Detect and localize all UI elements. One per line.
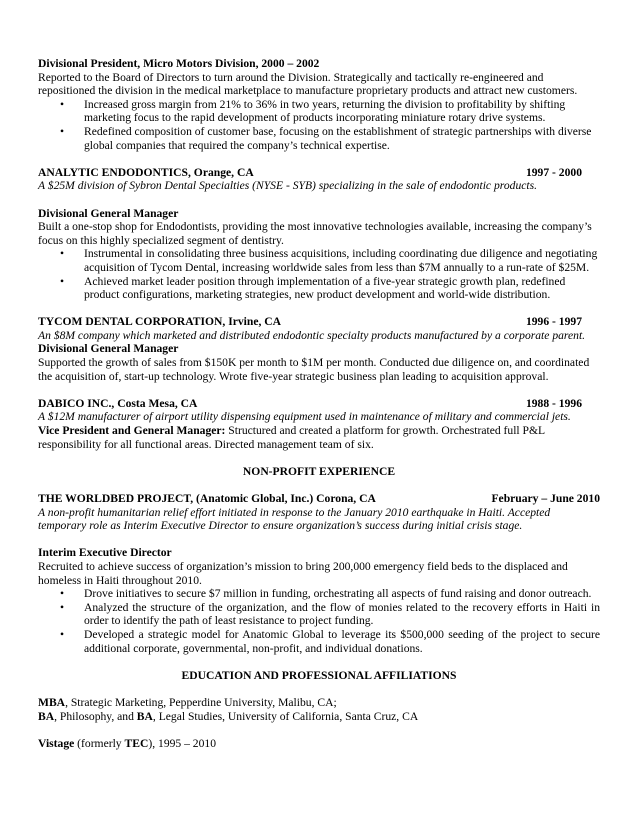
company-name: ANALYTIC ENDODONTICS, Orange, CA <box>38 165 254 179</box>
degree-label: BA <box>136 709 153 723</box>
education-section <box>38 696 600 723</box>
degree-label: MBA <box>38 695 66 709</box>
dabico-section <box>38 397 600 451</box>
job-summary-text: Structured and created a platform for growth. Orchestrated full P&L responsibility for all functional areas. Directed management team of six. <box>38 424 545 451</box>
micro-motors-section <box>38 57 600 152</box>
tycom-header <box>38 315 600 329</box>
affiliation-name: Vistage <box>38 736 75 750</box>
degree-text: , Strategic Marketing, Pepperdine University, Malibu, CA; <box>65 695 337 709</box>
company-description: A $12M manufacturer of airport utility dispensing equipment used in maintenance of military and commercial jets. <box>38 410 571 424</box>
affiliation-text: (formerly <box>74 736 125 750</box>
degree-text: , Philosophy, and <box>54 709 137 723</box>
analytic-header <box>38 166 600 180</box>
micro-bullets <box>38 98 600 152</box>
company-name: THE WORLDBED PROJECT, (Anatomic Global, Inc.) Corona, CA <box>38 492 376 505</box>
micro-summary: Reported to the Board of Directors to turn around the Division. Strategically and tactically re-engineered and repositioned the division in the medical marketplace to manufacture proprietary products and attract new customers. <box>38 70 578 98</box>
degree-label: BA <box>38 709 55 723</box>
job-summary <box>38 424 600 451</box>
job-title: Vice President and General Manager: <box>38 424 226 438</box>
tycom-section <box>38 315 600 383</box>
worldbed-section <box>38 492 600 655</box>
nonprofit-heading: NON-PROFIT EXPERIENCE <box>242 464 396 478</box>
affiliation-section <box>38 737 600 751</box>
employment-dates: 1997 - 2000 <box>525 165 582 179</box>
company-description: A non-profit humanitarian relief effort initiated in response to the January 2010 earthquake in Haiti. Accepted temporary role as Interim Executive Director to ensure organization’s success during initial crisis stage. <box>38 505 551 533</box>
employment-dates: 1988 - 1996 <box>525 396 582 410</box>
list-item: • Increased gross margin from 21% to 36% in two years, returning the division to profitability by shifting marketing focus to the rapid development of products incorporating miniature rotary drive systems. <box>38 98 600 125</box>
job-title: Divisional General Manager <box>38 206 179 220</box>
list-item: • Developed a strategic model for Anatomic Global to leverage its $500,000 seeding of the project to secure additional corporate, governmental, non-profit, and individual donations. <box>38 628 600 655</box>
company-description: A $25M division of Sybron Dental Specialties (NYSE - SYB) specializing in the sale of endodontic products. <box>38 179 538 193</box>
mba-line <box>38 696 600 710</box>
job-title: Divisional General Manager <box>38 342 179 356</box>
list-item: • Achieved market leader position through implementation of a five-year strategic growth plan, redefined product configurations, marketing strategies, new product development and world-wide distribution. <box>38 275 600 302</box>
list-item: • Analyzed the structure of the organization, and the flow of monies related to the recovery efforts in Haiti in order to identify the path of least resistance to project funding. <box>38 601 600 628</box>
affiliation-former-name: TEC <box>124 736 149 750</box>
list-item: • Redefined composition of customer base, focusing on the establishment of strategic partnerships with diverse global companies that required the company’s technical expertise. <box>38 125 600 152</box>
company-description: An $8M company which marketed and distributed endodontic specialty products manufactured by a corporate parent. <box>38 328 586 342</box>
ba-line <box>38 710 600 724</box>
employment-dates: February – June 2010 <box>491 492 600 505</box>
analytic-bullets <box>38 247 600 301</box>
job-summary: Supported the growth of sales from $150K per month to $1M per month. Conducted due diligence on, and coordinated the acquisition of, start-up technology. Wrote five-year strategic business plan leading to acquisition approval. <box>38 356 590 383</box>
micro-heading: Divisional President, Micro Motors Division, 2000 – 2002 <box>38 57 320 70</box>
company-name: TYCOM DENTAL CORPORATION, Irvine, CA <box>38 315 282 329</box>
affiliation-text: ), 1995 – 2010 <box>148 736 216 750</box>
dabico-header <box>38 397 600 411</box>
job-summary: Recruited to achieve success of organization’s mission to bring 200,000 emergency field beds to the displaced and homeless in Haiti throughout 2010. <box>38 559 568 587</box>
job-title: Interim Executive Director <box>38 546 172 560</box>
education-heading: EDUCATION AND PROFESSIONAL AFFILIATIONS <box>181 668 457 682</box>
worldbed-header <box>38 492 600 506</box>
analytic-section <box>38 166 600 302</box>
list-item: • Instrumental in consolidating three business acquisitions, including coordinating due diligence and negotiating acquisition of Tycom Dental, increasing worldwide sales from less than $7M annually to a run-rate of $25M. <box>38 247 600 274</box>
list-item: • Drove initiatives to secure $7 million in funding, orchestrating all aspects of fund raising and donor outreach. <box>38 587 600 601</box>
affiliation-line <box>38 737 600 751</box>
worldbed-bullets <box>38 587 600 655</box>
job-summary: Built a one-stop shop for Endodontists, providing the most innovative technologies available, increasing the company’s focus on this highly specialized segment of dentistry. <box>38 220 592 247</box>
degree-text: , Legal Studies, University of California, Santa Cruz, CA <box>152 709 419 723</box>
employment-dates: 1996 - 1997 <box>525 315 582 329</box>
company-name: DABICO INC., Costa Mesa, CA <box>38 396 198 410</box>
